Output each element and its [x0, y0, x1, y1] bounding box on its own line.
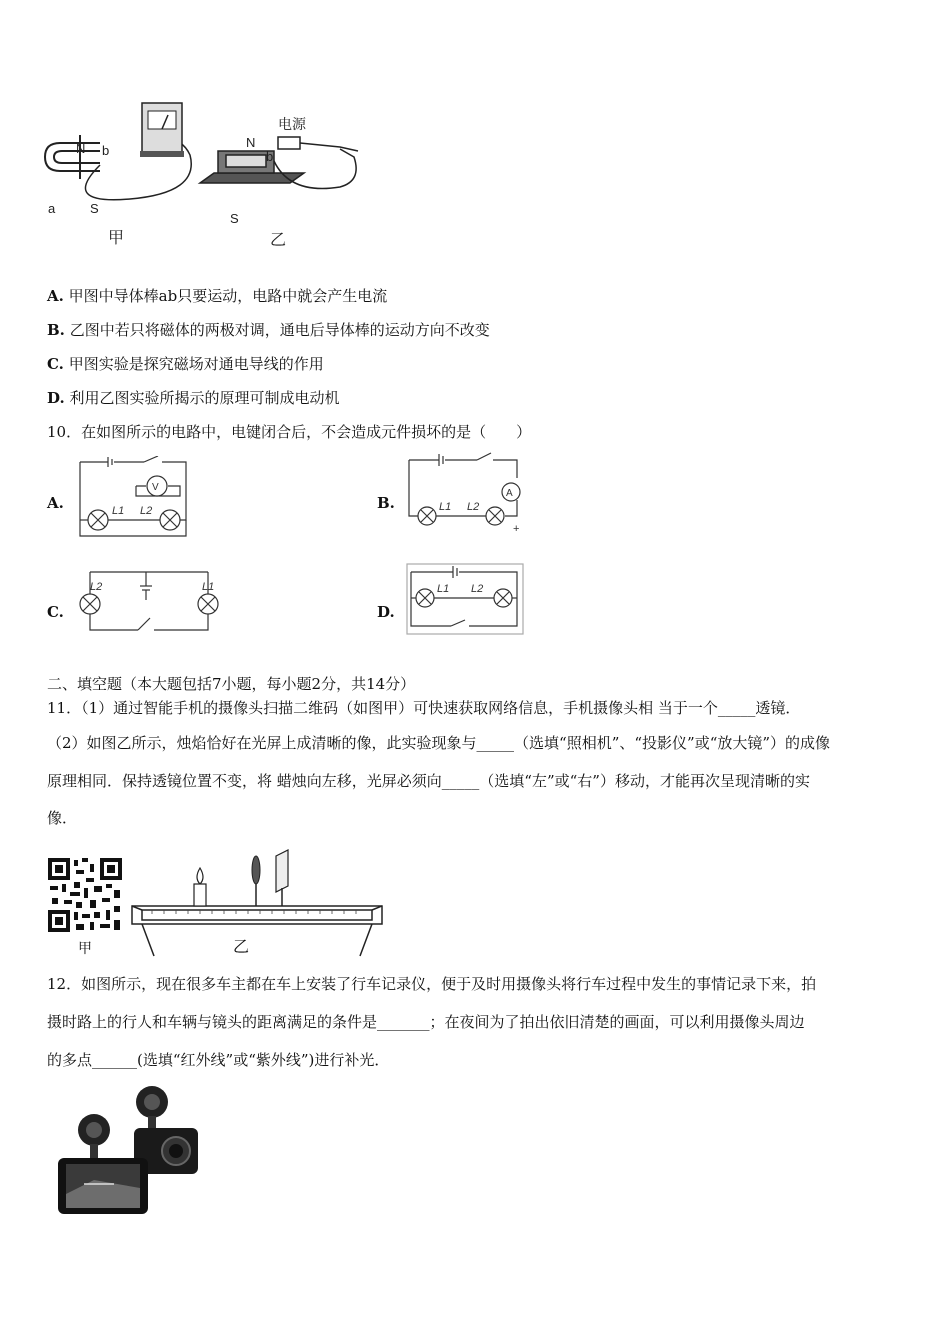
- q10-option-d-letter: D.: [377, 603, 395, 621]
- circuit-b-plus: +: [513, 523, 520, 535]
- dashcam-front: [58, 1114, 148, 1214]
- candle: [194, 868, 206, 906]
- circuit-c-l1: L1: [202, 581, 215, 593]
- q10-option-a-letter: A.: [47, 494, 64, 512]
- circuit-b-l2: L2: [467, 501, 480, 513]
- label-a-left: a: [48, 201, 56, 216]
- q9-option-b: B. 乙图中若只将磁体的两极对调，通电后导体棒的运动方向不改变: [47, 321, 490, 339]
- label-power: 电源: [278, 116, 306, 132]
- label-b-left: b: [102, 143, 110, 158]
- circuit-a-l1: L1: [112, 505, 125, 517]
- section-fill-blank-title: 二、填空题（本大题包括7小题，每小题2分，共14分）: [47, 675, 416, 693]
- q12-line-2: 摄时路上的行人和车辆与镜头的距离满足的条件是_______；在夜间为了拍出依旧清楚的画面，可以利用摄像头周边: [47, 1013, 805, 1031]
- label-n-right: N: [246, 135, 256, 150]
- circuit-b-l1: L1: [439, 501, 452, 513]
- convex-lens: [252, 856, 260, 906]
- q11-line-1: 11．（1）通过智能手机的摄像头扫描二维码（如图甲）可快速获取网络信息，手机摄像头相 当于一个_____透镜．: [47, 699, 801, 717]
- q12-line-3: 的多点______(选填“红外线”或“紫外线”)进行补光．: [47, 1051, 390, 1069]
- label-b-right: b: [266, 149, 274, 164]
- caption-jia: 甲: [108, 230, 125, 247]
- q9-option-d: D. 利用乙图实验所揭示的原理可制成电动机: [47, 389, 340, 407]
- caption-bench-yi: 乙: [233, 939, 250, 956]
- q9-option-c: C. 甲图实验是探究磁场对通电导线的作用: [47, 355, 324, 373]
- optical-bench-figure: [128, 848, 386, 960]
- dashcam-image: [54, 1084, 204, 1216]
- circuit-d-l2: L2: [471, 583, 484, 595]
- circuit-a-l2: L2: [140, 505, 153, 517]
- q11-line-4: 像．: [47, 809, 78, 827]
- galvanometer: [140, 103, 184, 157]
- circuit-b: [405, 450, 530, 536]
- circuit-d: [405, 562, 525, 636]
- q10-option-b-letter: B.: [377, 494, 395, 512]
- q11-line-2: （2）如图乙所示，烛焰恰好在光屏上成清晰的像，此实验现象与_____（选填“照相机”、“投影仪”或“放大镜”）的成像: [47, 734, 831, 752]
- horseshoe-magnet-left: [45, 135, 100, 179]
- circuit-c: [76, 566, 221, 634]
- qr-code-image: [46, 856, 124, 934]
- figure-generator-motor: [40, 95, 380, 255]
- caption-yi: 乙: [270, 232, 287, 249]
- circuit-c-l2: L2: [90, 581, 103, 593]
- circuit-b-meter: A: [506, 488, 513, 499]
- circuit-a-meter: V: [152, 482, 159, 493]
- q10-stem: 10．在如图所示的电路中，电键闭合后，不会造成元件损坏的是（ ）: [47, 423, 532, 441]
- q9-option-a: A. 甲图中导体棒ab只要运动，电路中就会产生电流: [47, 287, 388, 305]
- caption-qr-jia: 甲: [78, 940, 92, 956]
- circuit-d-l1: L1: [437, 583, 450, 595]
- label-s-left: S: [90, 201, 99, 216]
- circuit-a: [76, 456, 196, 540]
- label-s-right: S: [230, 211, 239, 226]
- q12-line-1: 12．如图所示，现在很多车主都在车上安装了行车记录仪，便于及时用摄像头将行车过程中发生的事情记录下来，拍: [47, 975, 817, 993]
- power-supply: [278, 137, 300, 149]
- q11-line-3: 原理相同．保持透镜位置不变，将 蜡烛向左移，光屏必须向_____（选填“左”或“右”）移动，才能再次呈现清晰的实: [47, 772, 810, 790]
- light-screen: [276, 850, 288, 906]
- q10-option-c-letter: C.: [47, 603, 64, 621]
- switch-knife: [300, 143, 358, 151]
- label-n-left: N: [76, 141, 86, 156]
